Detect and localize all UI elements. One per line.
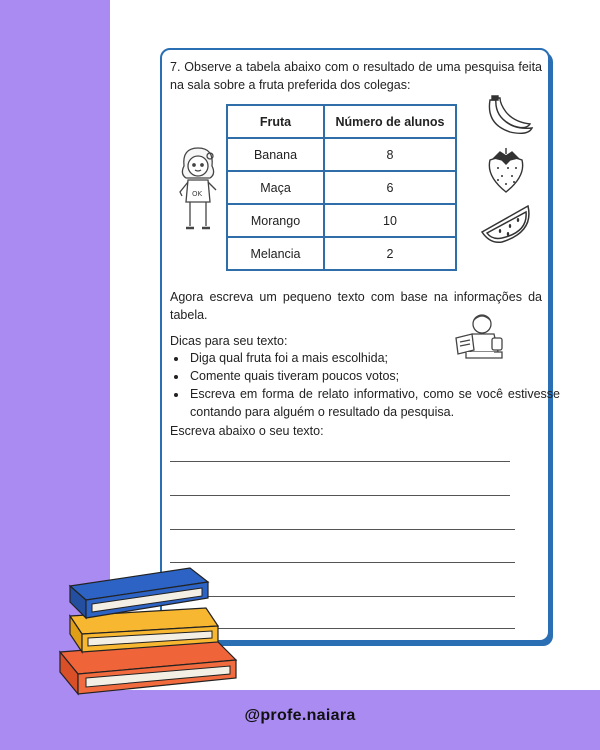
fruit-cell: Melancia [227, 237, 324, 270]
books-stack-icon [56, 560, 246, 700]
fruit-cell: Maça [227, 171, 324, 204]
writing-line[interactable] [170, 529, 515, 530]
list-item: • Comente quais tiveram poucos votos; [188, 367, 560, 385]
tips-title: Dicas para seu texto: [170, 334, 288, 348]
tips-list [170, 349, 560, 421]
question-text: 7. Observe a tabela abaixo com o resultado de uma pesquisa feita na sala sobre a fruta preferida dos colegas: [170, 60, 542, 92]
count-cell: 6 [324, 171, 456, 204]
count-cell: 2 [324, 237, 456, 270]
fruit-table [226, 104, 457, 271]
table-row [227, 204, 456, 237]
worksheet-card [160, 48, 560, 642]
writing-line[interactable] [170, 495, 510, 496]
fruit-cell: Banana [227, 138, 324, 171]
watermelon-icon [478, 202, 534, 246]
column-header: Número de alunos [324, 105, 456, 138]
svg-text:OK: OK [192, 190, 203, 198]
count-cell: 8 [324, 138, 456, 171]
count-cell: 10 [324, 204, 456, 237]
table-row [227, 138, 456, 171]
write-prompt: Escreva abaixo o seu texto: [170, 424, 324, 438]
table-row [227, 237, 456, 270]
table-row [227, 171, 456, 204]
banana-icon [484, 94, 534, 138]
instruction-text: Agora escreva um pequeno texto com base na informações da tabela. [170, 290, 542, 322]
writing-line[interactable] [170, 461, 510, 462]
list-item: • Diga qual fruta foi a mais escolhida; [188, 349, 560, 367]
column-header: Fruta [227, 105, 324, 138]
author-handle: @profe.naiara [244, 707, 356, 724]
table-header-row [227, 105, 456, 138]
strawberry-icon [484, 146, 528, 194]
fruit-cell: Morango [227, 204, 324, 237]
girl-icon [176, 144, 220, 236]
list-item: • Escreva em forma de relato informativo, como se você estivesse contando para alguém o resultado da pesquisa. [188, 385, 560, 421]
